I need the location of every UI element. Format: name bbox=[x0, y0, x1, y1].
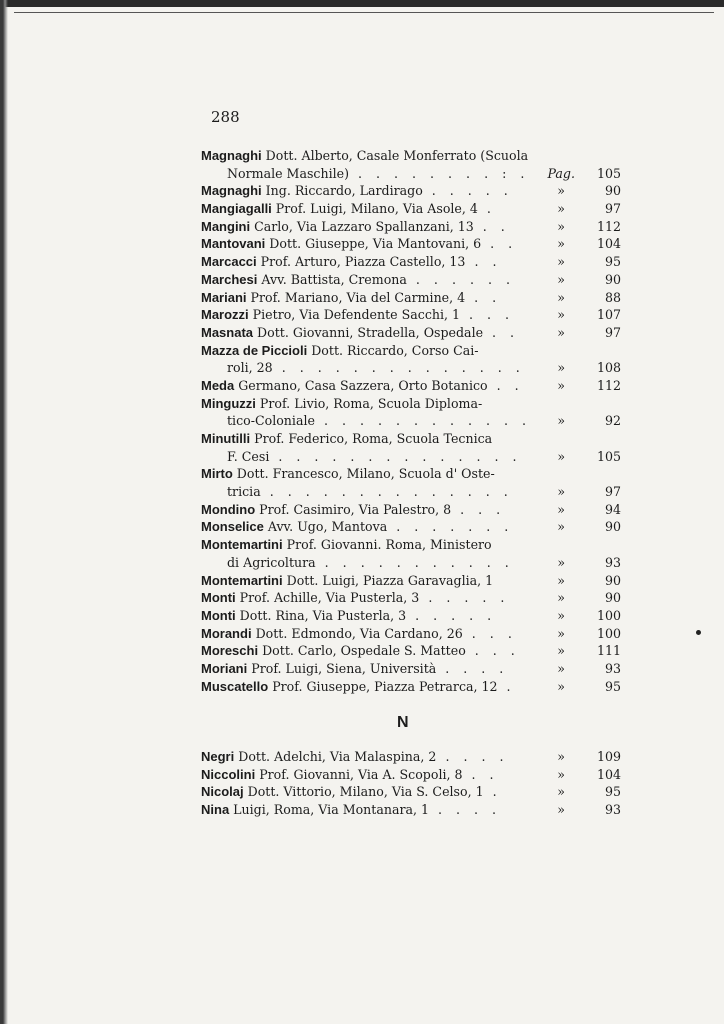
surname: Monti bbox=[201, 607, 236, 623]
surname: Mariani bbox=[201, 289, 247, 305]
page-prefix: » bbox=[557, 307, 565, 323]
entry-text bbox=[201, 413, 531, 428]
page-prefix: » bbox=[557, 643, 565, 659]
entry-line bbox=[201, 802, 621, 820]
index-entry bbox=[201, 307, 621, 325]
entry-details: roli, 28 bbox=[227, 360, 273, 376]
page-reference: 95 bbox=[604, 254, 621, 270]
entry-line bbox=[201, 396, 621, 414]
page-prefix: » bbox=[557, 784, 565, 800]
page-reference: 111 bbox=[596, 643, 621, 659]
index-entry bbox=[201, 767, 621, 785]
entry-text bbox=[201, 236, 531, 251]
entry-text bbox=[201, 608, 531, 623]
page-reference: 94 bbox=[604, 501, 621, 517]
surname: Mantovani bbox=[201, 236, 266, 252]
page-prefix: » bbox=[557, 678, 565, 694]
leader-dots: . . . . . . bbox=[406, 271, 515, 287]
surname: Marozzi bbox=[201, 307, 249, 323]
entry-line bbox=[201, 661, 621, 679]
page-reference: 95 bbox=[604, 678, 621, 694]
ink-speck bbox=[696, 630, 701, 635]
page-prefix: » bbox=[557, 572, 565, 588]
entry-details: Dott. Luigi, Piazza Garavaglia, 1 bbox=[282, 572, 494, 588]
entry-line bbox=[201, 643, 621, 661]
page-reference: 105 bbox=[596, 448, 621, 464]
leader-dots: . . . . . . . . . . . bbox=[315, 554, 514, 570]
page-reference: 97 bbox=[604, 484, 621, 500]
page-reference: 104 bbox=[596, 766, 621, 782]
index-entry bbox=[201, 679, 621, 697]
entry-text bbox=[201, 254, 531, 269]
page-reference: 95 bbox=[604, 784, 621, 800]
leader-dots: . . bbox=[462, 766, 499, 782]
entry-details: Prof. Federico, Roma, Scuola Tecnica bbox=[250, 431, 493, 446]
leader-dots: . . . bbox=[460, 307, 515, 323]
page-prefix: » bbox=[557, 413, 566, 429]
entry-line bbox=[201, 378, 621, 396]
index-entry bbox=[201, 183, 621, 201]
index-entry bbox=[201, 502, 621, 520]
page-reference: 90 bbox=[604, 572, 621, 588]
page-reference: 97 bbox=[604, 201, 621, 217]
entry-line bbox=[201, 519, 621, 537]
entry-text bbox=[201, 148, 531, 163]
entry-details: Avv. Ugo, Mantova bbox=[263, 519, 388, 535]
surname: Mondino bbox=[201, 501, 256, 517]
page-prefix: » bbox=[557, 501, 565, 517]
entry-text bbox=[201, 166, 531, 181]
leader-dots: . . . . bbox=[436, 660, 509, 676]
entry-line bbox=[201, 219, 621, 237]
index-entry bbox=[201, 608, 621, 626]
entry-line bbox=[201, 608, 621, 626]
entry-details: Dott. Rina, Via Pusterla, 3 bbox=[235, 607, 407, 623]
leader-dots: . . bbox=[465, 289, 502, 305]
page-prefix: » bbox=[557, 625, 565, 641]
entry-line bbox=[201, 290, 621, 308]
page-prefix: » bbox=[557, 607, 565, 623]
entry-line bbox=[201, 502, 621, 520]
page-reference: 92 bbox=[604, 413, 621, 429]
surname: Meda bbox=[201, 377, 235, 393]
page-reference: 93 bbox=[604, 554, 621, 570]
entry-details: Prof. Giovanni, Via A. Scopoli, 8 bbox=[255, 766, 463, 782]
entry-text bbox=[201, 537, 531, 552]
leader-dots: . . . bbox=[465, 643, 520, 659]
page-reference: 90 bbox=[604, 519, 621, 535]
entry-details: Pietro, Via Defendente Sacchi, 1 bbox=[248, 307, 461, 323]
index-entry bbox=[201, 573, 621, 591]
surname: Marcacci bbox=[201, 254, 257, 270]
page-prefix: » bbox=[557, 519, 565, 535]
entry-details: Germano, Casa Sazzera, Orto Botanico bbox=[234, 377, 488, 393]
entry-text bbox=[201, 466, 531, 481]
entry-text bbox=[201, 360, 531, 375]
surname: Nicolaj bbox=[201, 784, 244, 800]
entry-details: Avv. Battista, Cremona bbox=[257, 271, 407, 287]
entry-details: Prof. Achille, Via Pusterla, 3 bbox=[235, 590, 420, 606]
index-entry bbox=[201, 749, 621, 767]
index-entry bbox=[201, 254, 621, 272]
surname: Montemartini bbox=[201, 537, 283, 553]
entry-details: Dott. Alberto, Casale Monferrato (Scuola bbox=[261, 148, 529, 163]
page-reference: 90 bbox=[604, 271, 621, 287]
page-prefix: » bbox=[557, 360, 566, 376]
entry-line bbox=[201, 201, 621, 219]
entry-line bbox=[201, 767, 621, 785]
page-prefix: » bbox=[557, 766, 565, 782]
entry-text bbox=[201, 272, 531, 287]
entry-line bbox=[201, 360, 621, 378]
leader-dots: . . . . . bbox=[422, 183, 513, 199]
entry-details: Dott. Adelchi, Via Malaspina, 2 bbox=[234, 749, 437, 764]
entry-text bbox=[201, 643, 531, 658]
entry-line bbox=[201, 749, 621, 767]
index-entry bbox=[201, 466, 621, 501]
leader-dots: . . . . . . . . . . . . bbox=[314, 413, 531, 429]
entry-line bbox=[201, 784, 621, 802]
leader-dots: . bbox=[477, 201, 496, 217]
index-entry bbox=[201, 802, 621, 820]
entry-text bbox=[201, 343, 531, 358]
entry-text bbox=[201, 183, 531, 198]
page-prefix: » bbox=[557, 289, 565, 305]
page-prefix: » bbox=[557, 183, 565, 199]
scan-rule bbox=[14, 12, 714, 13]
scan-top-edge bbox=[0, 0, 724, 7]
leader-dots: . . . bbox=[451, 501, 506, 517]
leader-dots: . . bbox=[465, 254, 502, 270]
page-prefix: » bbox=[557, 377, 565, 393]
entry-text bbox=[201, 626, 531, 641]
entry-line bbox=[201, 555, 621, 573]
entry-line bbox=[201, 325, 621, 343]
index-entry bbox=[201, 290, 621, 308]
surname: Magnaghi bbox=[201, 148, 262, 163]
page-prefix: » bbox=[557, 448, 566, 464]
surname: Nina bbox=[201, 802, 230, 818]
entry-details: Prof. Luigi, Milano, Via Asole, 4 bbox=[271, 201, 478, 217]
leader-dots: . . bbox=[481, 236, 518, 252]
page-prefix: » bbox=[557, 201, 565, 217]
page-reference: 109 bbox=[596, 749, 621, 764]
index-entry bbox=[201, 396, 621, 431]
entry-line bbox=[201, 537, 621, 555]
leader-dots: . . . . . bbox=[406, 607, 497, 623]
leader-dots: . bbox=[497, 678, 516, 694]
entry-details: Dott. Carlo, Ospedale S. Matteo bbox=[258, 643, 466, 659]
page-prefix: » bbox=[557, 271, 565, 287]
entry-line bbox=[201, 183, 621, 201]
page-prefix: » bbox=[557, 749, 565, 764]
entry-text bbox=[201, 431, 531, 446]
page-prefix: Pag. bbox=[547, 165, 575, 181]
entry-text bbox=[201, 661, 531, 676]
entry-text bbox=[201, 749, 531, 764]
entry-text bbox=[201, 290, 531, 305]
surname: Moriani bbox=[201, 660, 248, 676]
surname: Minguzzi bbox=[201, 395, 256, 411]
page-prefix: » bbox=[557, 254, 565, 270]
entry-text bbox=[201, 519, 531, 534]
page-prefix: » bbox=[557, 802, 565, 818]
surname: Monti bbox=[201, 590, 236, 606]
entry-details: Dott. Giovanni, Stradella, Ospedale bbox=[253, 324, 484, 340]
entry-text bbox=[201, 573, 531, 588]
entry-line bbox=[201, 484, 621, 502]
leader-dots: . . . . bbox=[436, 749, 509, 764]
entry-line bbox=[201, 272, 621, 290]
surname: Muscatello bbox=[201, 678, 269, 694]
surname: Morandi bbox=[201, 625, 252, 641]
surname: Montemartini bbox=[201, 572, 283, 588]
entry-text bbox=[201, 555, 531, 570]
index-entry bbox=[201, 537, 621, 572]
index-entry bbox=[201, 626, 621, 644]
leader-dots: . . . . . . . . . . . . . . bbox=[272, 360, 525, 376]
surname: Masnata bbox=[201, 324, 254, 340]
page-prefix: » bbox=[557, 660, 565, 676]
entry-details: Luigi, Roma, Via Montanara, 1 bbox=[229, 802, 430, 818]
leader-dots: . . bbox=[473, 218, 510, 234]
page-reference: 100 bbox=[596, 607, 621, 623]
entry-line bbox=[201, 166, 621, 184]
index-list-n bbox=[201, 749, 621, 820]
index-entry bbox=[201, 343, 621, 378]
leader-dots: . . . . . . . . . . . . . . bbox=[269, 448, 522, 464]
page-reference: 100 bbox=[596, 625, 621, 641]
page-number: 288 bbox=[211, 108, 240, 126]
page-reference: 108 bbox=[596, 360, 621, 376]
entry-text bbox=[201, 201, 531, 216]
page-prefix: » bbox=[557, 218, 565, 234]
entry-details: Dott. Giuseppe, Via Mantovani, 6 bbox=[265, 236, 482, 252]
entry-details: Prof. Livio, Roma, Scuola Diploma- bbox=[255, 395, 483, 411]
page-reference: 88 bbox=[604, 289, 621, 305]
page-reference: 97 bbox=[604, 324, 621, 340]
entry-details: Prof. Luigi, Siena, Università bbox=[247, 660, 437, 676]
entry-line bbox=[201, 626, 621, 644]
page-reference: 112 bbox=[596, 377, 621, 393]
entry-details: Dott. Vittorio, Milano, Via S. Celso, 1 bbox=[243, 784, 484, 800]
entry-details: tricia bbox=[227, 484, 261, 500]
leader-dots: . . . . . bbox=[419, 590, 510, 606]
surname: Mangiagalli bbox=[201, 201, 272, 217]
index-entry bbox=[201, 236, 621, 254]
leader-dots: . . . . . . . bbox=[387, 519, 514, 535]
entry-line bbox=[201, 148, 621, 166]
entry-text bbox=[201, 219, 531, 234]
surname: Magnaghi bbox=[201, 183, 262, 199]
index-entry bbox=[201, 219, 621, 237]
page-reference: 90 bbox=[604, 183, 621, 199]
scan-binding-edge bbox=[0, 0, 8, 1024]
page-prefix: » bbox=[557, 590, 565, 606]
index-entry bbox=[201, 784, 621, 802]
entry-text bbox=[201, 767, 531, 782]
entry-line bbox=[201, 343, 621, 361]
page-prefix: » bbox=[557, 554, 566, 570]
entry-line bbox=[201, 307, 621, 325]
page-reference: 93 bbox=[604, 802, 621, 818]
page-reference: 90 bbox=[604, 590, 621, 606]
entry-details: di Agricoltura bbox=[227, 554, 316, 570]
entry-line bbox=[201, 236, 621, 254]
index-entry bbox=[201, 272, 621, 290]
page-prefix: » bbox=[557, 324, 565, 340]
entry-details: Normale Maschile) bbox=[227, 165, 350, 181]
leader-dots: . . . . . . . . . . . . . . bbox=[260, 484, 513, 500]
entry-details: Carlo, Via Lazzaro Spallanzani, 13 bbox=[250, 218, 474, 234]
surname: Mangini bbox=[201, 218, 251, 234]
index-entry bbox=[201, 590, 621, 608]
surname: Monselice bbox=[201, 519, 264, 535]
entry-text bbox=[201, 784, 531, 799]
entry-text bbox=[201, 449, 531, 464]
entry-details: F. Cesi bbox=[227, 448, 270, 464]
entry-text bbox=[201, 325, 531, 340]
entry-text bbox=[201, 502, 531, 517]
entry-text bbox=[201, 802, 531, 817]
leader-dots: . . . bbox=[462, 625, 517, 641]
section-letter-n: N bbox=[397, 714, 409, 731]
leader-dots: . bbox=[483, 784, 502, 800]
page-reference: 107 bbox=[596, 307, 621, 323]
entry-line bbox=[201, 679, 621, 697]
index-entry bbox=[201, 431, 621, 466]
index-entry bbox=[201, 201, 621, 219]
entry-line bbox=[201, 431, 621, 449]
surname: Moreschi bbox=[201, 643, 259, 659]
surname: Niccolini bbox=[201, 766, 256, 782]
entry-details: Dott. Riccardo, Corso Cai- bbox=[307, 342, 479, 358]
leader-dots: . . bbox=[483, 324, 520, 340]
entry-details: Dott. Francesco, Milano, Scuola d' Oste- bbox=[232, 466, 495, 482]
surname: Mirto bbox=[201, 466, 233, 482]
entry-text bbox=[201, 307, 531, 322]
page-reference: 93 bbox=[604, 660, 621, 676]
entry-text bbox=[201, 378, 531, 393]
entry-line bbox=[201, 449, 621, 467]
page-prefix: » bbox=[557, 236, 565, 252]
entry-line bbox=[201, 466, 621, 484]
surname: Mazza de Piccioli bbox=[201, 342, 308, 358]
entry-text bbox=[201, 396, 531, 411]
index-list-m bbox=[201, 148, 621, 696]
leader-dots: . . . . . . . . : . bbox=[349, 165, 530, 181]
entry-details: Prof. Arturo, Piazza Castello, 13 bbox=[256, 254, 466, 270]
entry-text bbox=[201, 679, 531, 694]
page-prefix: » bbox=[557, 484, 566, 500]
page-reference: 112 bbox=[596, 218, 621, 234]
entry-details: Prof. Giovanni. Roma, Ministero bbox=[282, 537, 492, 553]
entry-text bbox=[201, 590, 531, 605]
surname: Negri bbox=[201, 749, 235, 764]
entry-details: tico-Coloniale bbox=[227, 413, 315, 429]
page-reference: 104 bbox=[596, 236, 621, 252]
entry-line bbox=[201, 413, 621, 431]
index-entry bbox=[201, 643, 621, 661]
index-entry bbox=[201, 148, 621, 183]
surname: Minutilli bbox=[201, 431, 251, 446]
entry-details: Prof. Giuseppe, Piazza Petrarca, 12 bbox=[268, 678, 498, 694]
index-entry bbox=[201, 378, 621, 396]
entry-details: Prof. Mariano, Via del Carmine, 4 bbox=[246, 289, 466, 305]
entry-details: Dott. Edmondo, Via Cardano, 26 bbox=[251, 625, 463, 641]
entry-line bbox=[201, 573, 621, 591]
entry-line bbox=[201, 590, 621, 608]
index-entry bbox=[201, 661, 621, 679]
entry-details: Ing. Riccardo, Lardirago bbox=[261, 183, 423, 199]
leader-dots: . . . . bbox=[429, 802, 502, 818]
leader-dots: . . bbox=[487, 377, 524, 393]
entry-line bbox=[201, 254, 621, 272]
index-entry bbox=[201, 325, 621, 343]
entry-text bbox=[201, 484, 531, 499]
entry-details: Prof. Casimiro, Via Palestro, 8 bbox=[255, 501, 452, 517]
page-reference: 105 bbox=[596, 165, 621, 181]
index-entry bbox=[201, 519, 621, 537]
surname: Marchesi bbox=[201, 271, 258, 287]
